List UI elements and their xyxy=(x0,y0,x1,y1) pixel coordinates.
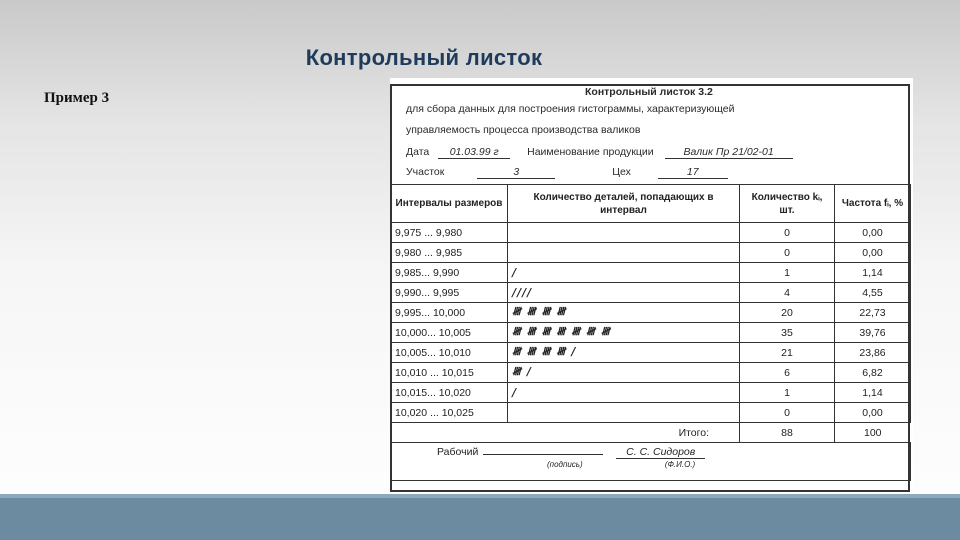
tally-cell: 𝍸 𝍸 𝍸 𝍸 / xyxy=(508,343,740,363)
col-header-freq: Частота fᵢ, % xyxy=(835,185,911,223)
freq-cell: 6,82 xyxy=(835,363,911,383)
total-freq: 100 xyxy=(835,423,911,443)
tally-cell: / xyxy=(508,263,740,283)
count-cell: 20 xyxy=(740,303,835,323)
name-caption: (Ф.И.О.) xyxy=(664,460,696,469)
table-row xyxy=(391,223,911,243)
sheet-purpose-line-2: управляемость процесса производства валиков xyxy=(406,124,641,136)
count-cell: 1 xyxy=(740,383,835,403)
col-header-tally: Количество деталей, попадающих в интервал xyxy=(508,185,740,223)
interval-cell: 9,995... 10,000 xyxy=(391,303,508,323)
worker-label: Рабочий xyxy=(437,446,479,458)
sheet-title: Контрольный листок 3.2 xyxy=(585,86,713,98)
count-cell: 6 xyxy=(740,363,835,383)
count-cell: 21 xyxy=(740,343,835,363)
footer-row xyxy=(391,443,911,481)
interval-cell: 10,005... 10,010 xyxy=(391,343,508,363)
check-sheet-scan xyxy=(390,78,913,494)
sheet-purpose-line-1: для сбора данных для построения гистограммы, характеризующей xyxy=(406,103,735,115)
shop-label: Цех xyxy=(612,166,631,178)
slide-title: Контрольный листок xyxy=(305,45,543,70)
table-body xyxy=(391,223,911,423)
tally-cell: / xyxy=(508,383,740,403)
freq-cell: 4,55 xyxy=(835,283,911,303)
count-cell: 0 xyxy=(740,243,835,263)
interval-cell: 9,985... 9,990 xyxy=(391,263,508,283)
interval-cell: 9,980 ... 9,985 xyxy=(391,243,508,263)
freq-cell: 23,86 xyxy=(835,343,911,363)
sheet-meta-date-product xyxy=(406,146,793,159)
date-value: 01.03.99 г xyxy=(438,146,510,159)
interval-cell: 10,020 ... 10,025 xyxy=(391,403,508,423)
worker-line xyxy=(395,446,906,459)
table-row xyxy=(391,303,911,323)
interval-cell: 10,000... 10,005 xyxy=(391,323,508,343)
interval-cell: 9,975 ... 9,980 xyxy=(391,223,508,243)
table-row xyxy=(391,343,911,363)
table-row xyxy=(391,363,911,383)
tally-table-wrapper xyxy=(390,184,910,481)
freq-cell: 0,00 xyxy=(835,243,911,263)
section-value: 3 xyxy=(477,166,555,179)
freq-cell: 1,14 xyxy=(835,263,911,283)
tally-cell: //// xyxy=(508,283,740,303)
shop-value: 17 xyxy=(658,166,728,179)
col-header-count: Количество kᵢ, шт. xyxy=(740,185,835,223)
count-cell: 4 xyxy=(740,283,835,303)
interval-cell: 9,990... 9,995 xyxy=(391,283,508,303)
tally-cell: 𝍸 / xyxy=(508,363,740,383)
worker-name: С. С. Сидоров xyxy=(616,446,705,459)
sheet-meta-section-shop xyxy=(406,166,728,179)
table-row xyxy=(391,403,911,423)
tally-cell: 𝍸 𝍸 𝍸 𝍸 xyxy=(508,303,740,323)
col-header-intervals: Интервалы размеров xyxy=(391,185,508,223)
count-cell: 1 xyxy=(740,263,835,283)
freq-cell: 22,73 xyxy=(835,303,911,323)
freq-cell: 0,00 xyxy=(835,223,911,243)
interval-cell: 10,015... 10,020 xyxy=(391,383,508,403)
total-count: 88 xyxy=(740,423,835,443)
table-row xyxy=(391,263,911,283)
table-header-row xyxy=(391,185,911,223)
table-row xyxy=(391,323,911,343)
interval-cell: 10,010 ... 10,015 xyxy=(391,363,508,383)
date-label: Дата xyxy=(406,146,430,158)
signature-caption: (подпись) xyxy=(547,460,583,469)
table-row xyxy=(391,383,911,403)
product-label: Наименование продукции xyxy=(527,146,654,158)
freq-cell: 0,00 xyxy=(835,403,911,423)
footer-captions xyxy=(395,460,906,469)
worker-cell xyxy=(391,443,911,481)
total-label: Итого: xyxy=(391,423,740,443)
tally-cell xyxy=(508,403,740,423)
count-cell: 0 xyxy=(740,403,835,423)
freq-cell: 39,76 xyxy=(835,323,911,343)
tally-cell: 𝍸 𝍸 𝍸 𝍸 𝍸 𝍸 𝍸 xyxy=(508,323,740,343)
signature-blank xyxy=(483,454,603,455)
count-cell: 35 xyxy=(740,323,835,343)
bottom-bar xyxy=(0,498,960,540)
total-row xyxy=(391,423,911,443)
table-row xyxy=(391,243,911,263)
section-label: Участок xyxy=(406,166,445,178)
tally-table xyxy=(390,184,911,481)
tally-cell xyxy=(508,243,740,263)
table-row xyxy=(391,283,911,303)
count-cell: 0 xyxy=(740,223,835,243)
example-label: Пример 3 xyxy=(44,90,110,106)
freq-cell: 1,14 xyxy=(835,383,911,403)
tally-cell xyxy=(508,223,740,243)
product-value: Валик Пр 21/02-01 xyxy=(665,146,793,159)
